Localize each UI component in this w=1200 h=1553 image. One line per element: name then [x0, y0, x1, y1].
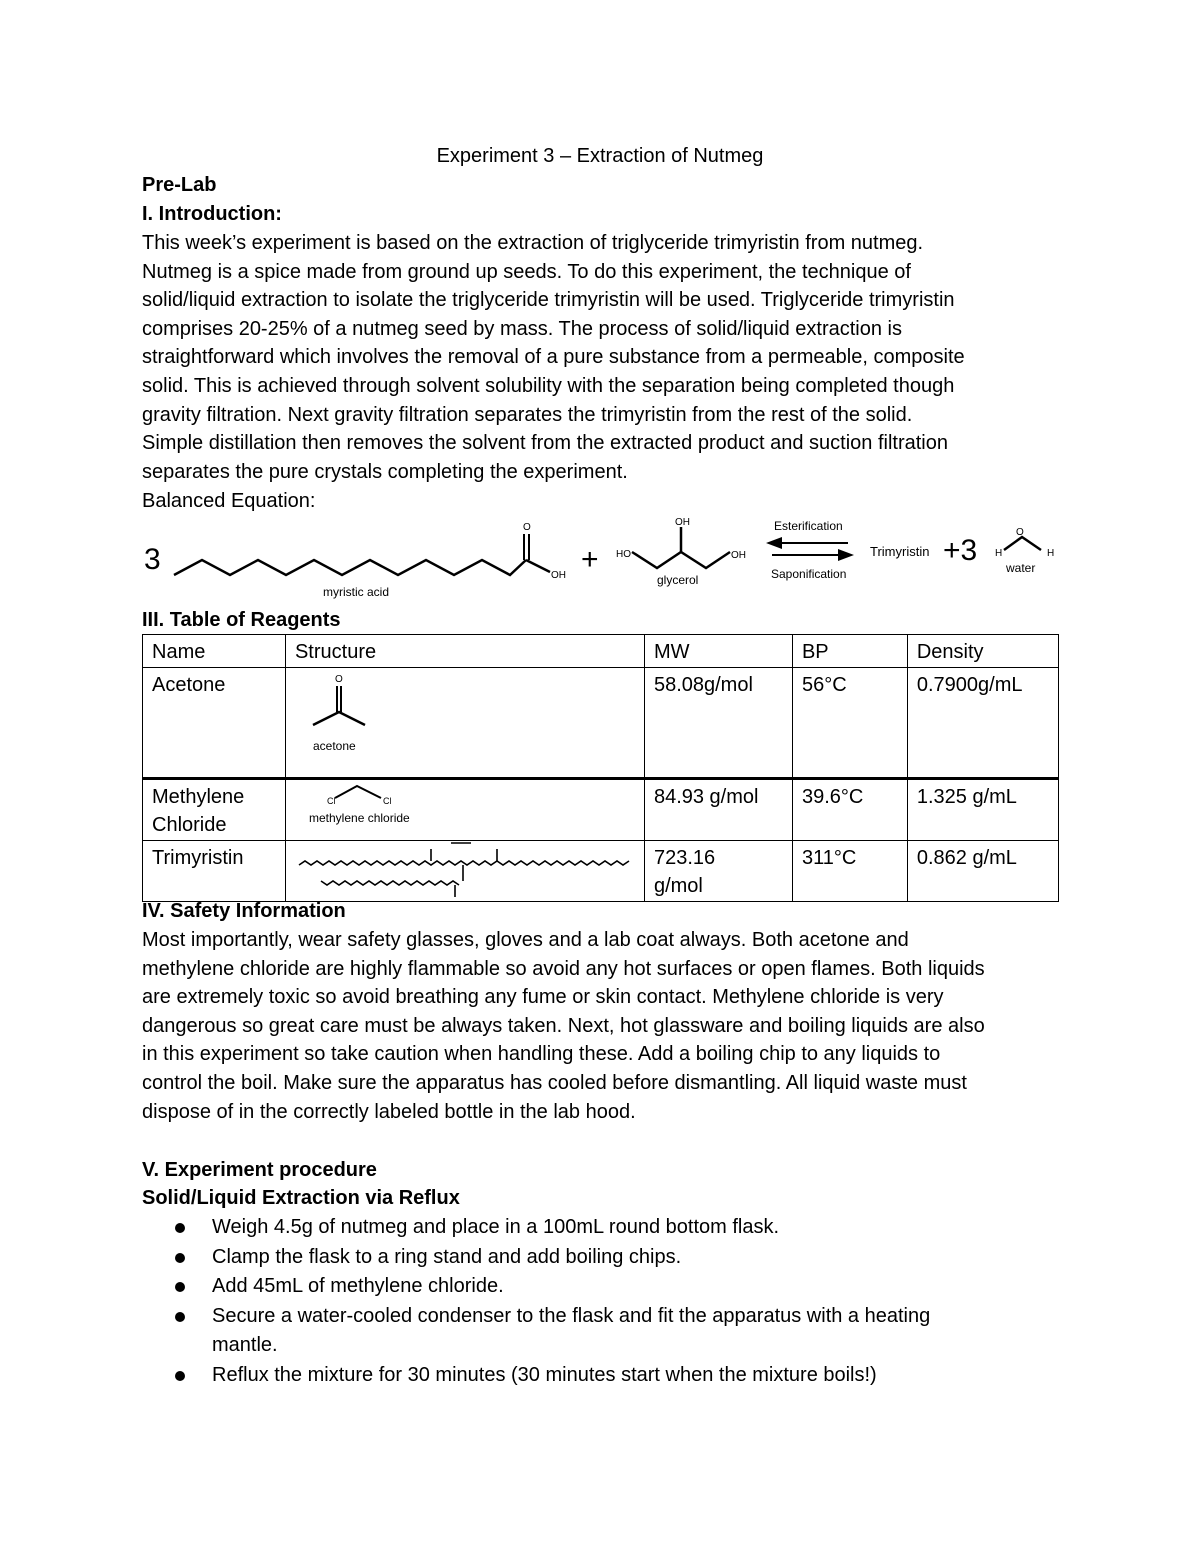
safety-heading: IV. Safety Information — [142, 900, 346, 922]
intro-line: gravity filtration. Next gravity filtration separates the trimyristin from the rest of the solid. — [142, 403, 913, 426]
name-line: Acetone — [152, 673, 226, 696]
coefficient-three: 3 — [144, 543, 161, 576]
safety-line: in this experiment so take caution when handling these. Add a boiling chip to any liquids to — [142, 1043, 941, 1066]
safety-paragraph — [142, 926, 1072, 1126]
table-header-row — [143, 635, 1059, 668]
saponification-label: Saponification — [771, 567, 847, 581]
equation-label: Balanced Equation: — [142, 490, 316, 512]
methylene-chloride-bonds — [335, 786, 381, 798]
intro-line: comprises 20-25% of a nutmeg seed by mass. The process of solid/liquid extraction is — [142, 317, 902, 340]
procedure-list — [172, 1213, 930, 1391]
methylene-chloride-structure — [301, 780, 461, 830]
intro-line: straightforward which involves the removal of a pure substance from a permeable, composite — [142, 346, 965, 369]
header-structure: Structure — [285, 635, 644, 668]
list-item — [172, 1272, 930, 1302]
forward-arrow-head — [838, 549, 854, 561]
safety-line: dispose of in the correctly labeled bottle in the lab hood. — [142, 1100, 636, 1123]
step-line: Weigh 4.5g of nutmeg and place in a 100mL round bottom flask. — [212, 1216, 780, 1238]
plus-three: +3 — [943, 534, 978, 567]
acetone-bonds — [313, 712, 365, 725]
acid-oh-bond — [526, 560, 550, 572]
cell-bp: 56°C — [792, 667, 907, 778]
list-item — [172, 1213, 930, 1243]
water-oxygen: O — [1016, 527, 1024, 538]
water-label: water — [1006, 561, 1036, 575]
water-h-right: H — [1047, 548, 1055, 559]
trimyristin-chain-bottom — [321, 881, 459, 885]
reagents-table — [142, 634, 1059, 902]
acetone-oxygen: O — [334, 673, 343, 685]
myristic-oxygen: O — [523, 522, 531, 533]
procedure-heading: V. Experiment procedure — [142, 1159, 377, 1181]
bullet-icon — [175, 1223, 185, 1233]
intro-line: separates the pure crystals completing the experiment. — [142, 460, 628, 483]
table-row — [143, 778, 1059, 840]
procedure-subheading: Solid/Liquid Extraction via Reflux — [142, 1187, 460, 1209]
cell-structure — [285, 840, 644, 901]
list-item — [172, 1361, 930, 1391]
glycerol-chain — [632, 552, 730, 568]
table-heading: III. Table of Reagents — [142, 609, 341, 631]
water-bonds — [1004, 537, 1041, 550]
cell-bp: 39.6°C — [792, 778, 907, 840]
intro-line: This week’s experiment is based on the extraction of triglyceride trimyristin from nutmeg. — [142, 232, 924, 254]
header-name: Name — [143, 635, 286, 668]
name-line: Methylene — [152, 785, 245, 808]
header-density: Density — [907, 635, 1058, 668]
intro-line: Simple distillation then removes the solvent from the extracted product and suction filtration — [142, 432, 948, 455]
cell-bp: 311°C — [792, 840, 907, 901]
esterification-label: Esterification — [774, 519, 843, 533]
chlorine-left: Cl — [326, 795, 336, 806]
prelab-heading: Pre-Lab — [142, 174, 217, 196]
cell-mw — [644, 778, 792, 840]
acetone-structure — [301, 668, 421, 768]
mw-line: 723.16 — [653, 846, 716, 869]
glycerol-oh-right: OH — [731, 550, 746, 561]
list-item — [172, 1243, 930, 1273]
step-line: Reflux the mixture for 30 minutes (30 minutes start when the mixture boils!) — [212, 1363, 877, 1386]
cell-structure — [285, 778, 644, 840]
cell-name — [143, 778, 286, 840]
name-line: Trimyristin — [152, 846, 244, 869]
safety-line: dangerous so great care must be always taken. Next, hot glassware and boiling liquids are also — [142, 1014, 985, 1037]
intro-paragraph — [142, 229, 1072, 486]
safety-line: methylene chloride are highly flammable so avoid any hot surfaces or open flames. Both liquids — [142, 957, 985, 980]
cell-mw — [644, 840, 792, 901]
product-trimyristin: Trimyristin — [870, 544, 930, 559]
step-line: Clamp the flask to a ring stand and add boiling chips. — [212, 1245, 682, 1268]
document-title: Experiment 3 – Extraction of Nutmeg — [436, 145, 764, 167]
trimyristin-structure — [295, 841, 635, 901]
safety-line: control the boil. Make sure the apparatus has cooled before dismantling. All liquid waste must — [142, 1071, 967, 1094]
bullet-icon — [175, 1253, 185, 1263]
step-line: mantle. — [212, 1334, 278, 1357]
water-h-left: H — [995, 548, 1003, 559]
acetone-label: acetone — [312, 738, 356, 753]
table-row — [143, 840, 1059, 901]
name-line: Chloride — [152, 814, 227, 837]
mw-line: 84.93 g/mol — [653, 785, 759, 808]
reverse-arrow-head — [766, 537, 782, 549]
cell-name — [143, 840, 286, 901]
intro-line: solid. This is achieved through solvent solubility with the separation being completed though — [142, 374, 955, 397]
list-item — [172, 1302, 930, 1361]
mw-line: g/mol — [653, 875, 703, 898]
cell-structure — [285, 667, 644, 778]
safety-line: are extremely toxic so avoid breathing any fume or skin contact. Methylene chloride is very — [142, 986, 944, 1009]
chlorine-right: Cl — [382, 795, 392, 806]
cell-density: 0.7900g/mL — [907, 667, 1058, 778]
myristic-acid-chain — [174, 560, 526, 575]
glycerol-label: glycerol — [657, 573, 699, 587]
table-row — [143, 667, 1059, 778]
step-line: Add 45mL of methylene chloride. — [212, 1275, 504, 1298]
mw-line: 58.08g/mol — [653, 673, 753, 696]
methylene-chloride-label: methylene chloride — [308, 810, 410, 825]
cell-density: 0.862 g/mL — [907, 840, 1058, 901]
plus-sign: + — [581, 543, 599, 576]
intro-heading: I. Introduction: — [142, 203, 282, 225]
step-line: Secure a water-cooled condenser to the flask and fit the apparatus with a heating — [212, 1304, 931, 1327]
header-mw: MW — [644, 635, 792, 668]
intro-line: solid/liquid extraction to isolate the triglyceride trimyristin will be used. Triglyceride trimyristin — [142, 289, 955, 312]
header-bp: BP — [792, 635, 907, 668]
cell-density: 1.325 g/mL — [907, 778, 1058, 840]
balanced-equation-diagram — [130, 512, 1070, 607]
trimyristin-chain-top — [299, 861, 629, 865]
bullet-icon — [175, 1282, 185, 1292]
myristic-acid-label: myristic acid — [323, 585, 390, 599]
glycerol-oh-top: OH — [675, 517, 690, 528]
safety-line: Most importantly, wear safety glasses, gloves and a lab coat always. Both acetone and — [142, 929, 909, 951]
cell-name — [143, 667, 286, 778]
intro-line: Nutmeg is a spice made from ground up seeds. To do this experiment, the technique of — [142, 260, 911, 283]
bullet-icon — [175, 1371, 185, 1381]
myristic-oh: OH — [551, 570, 566, 581]
cell-mw — [644, 667, 792, 778]
glycerol-ho: HO — [616, 549, 631, 560]
bullet-icon — [175, 1312, 185, 1322]
